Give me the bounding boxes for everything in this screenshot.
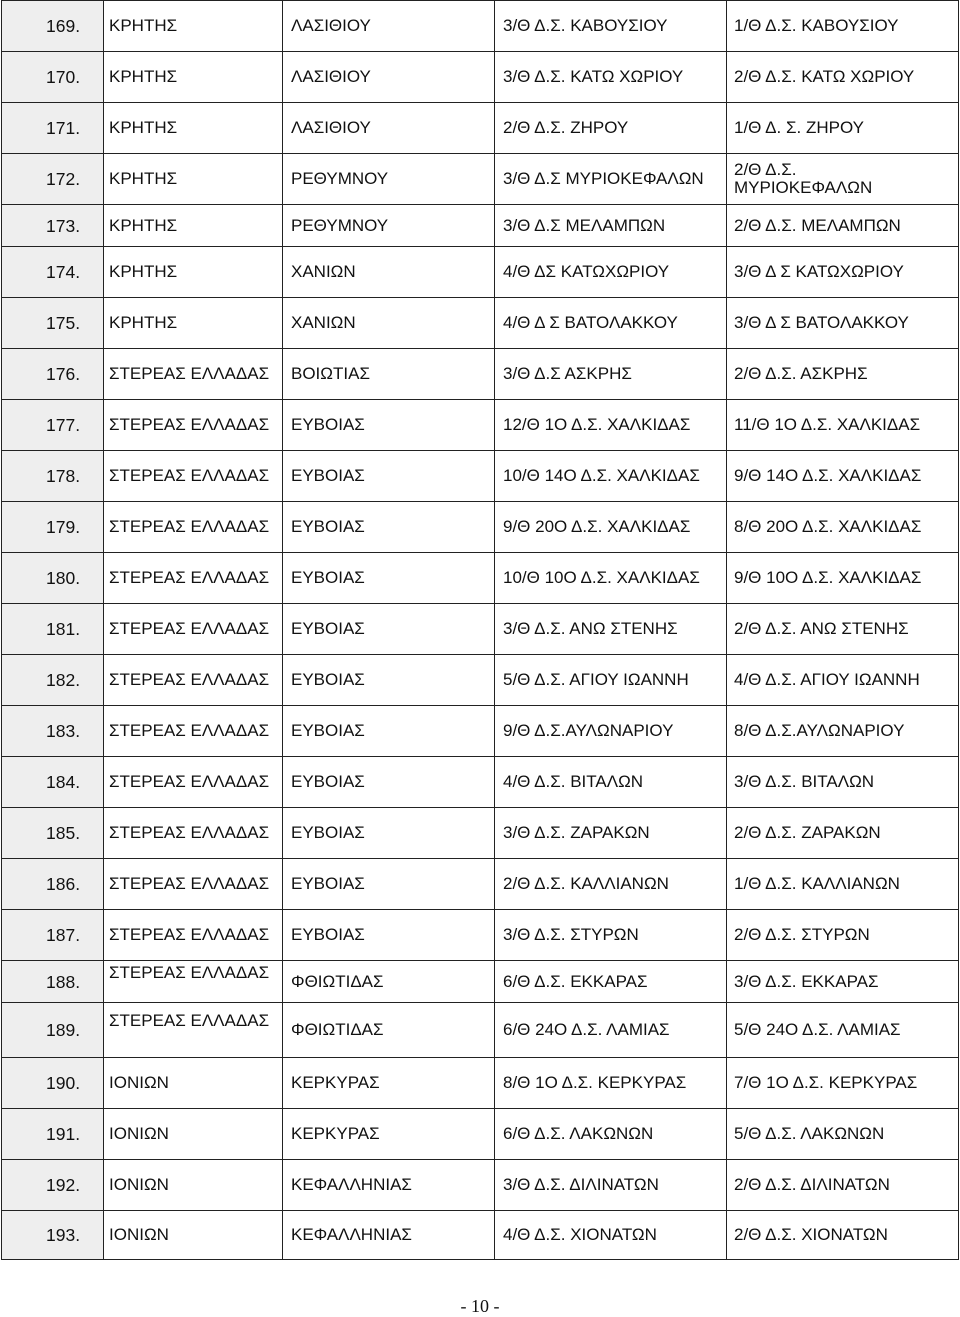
table-row [2,247,959,298]
prefecture-cell [283,757,495,808]
row-number-text: 184. [46,772,81,792]
region-cell-text: ΣΤΕΡΕΑΣ ΕΛΛΑΔΑΣ [109,364,270,383]
table-row [2,1003,959,1058]
school-b-cell-text: 2/Θ Δ.Σ. ΣΤΥΡΩΝ [734,925,870,944]
region-cell-text: ΚΡΗΤΗΣ [109,313,178,332]
school-a-cell-text: 12/Θ 1Ο Δ.Σ. ΧΑΛΚΙΔΑΣ [503,415,691,434]
table-row [2,604,959,655]
school-a-cell [495,604,727,655]
table-row [2,757,959,808]
row-number [2,961,104,1003]
table-row [2,298,959,349]
row-number [2,52,104,103]
row-number [2,1211,104,1260]
school-a-cell-text: 9/Θ 20Ο Δ.Σ. ΧΑΛΚΙΔΑΣ [503,517,691,536]
school-a-cell-text: 2/Θ Δ.Σ. ΚΑΛΛΙΑΝΩΝ [503,874,669,893]
prefecture-cell [283,52,495,103]
school-b-cell-text: 5/Θ 24Ο Δ.Σ. ΛΑΜΙΑΣ [734,1020,901,1039]
region-cell-text: ΚΡΗΤΗΣ [109,262,178,281]
row-number-text: 181. [46,619,81,639]
row-number-text: 189. [46,1020,81,1040]
school-a-cell-text: 3/Θ Δ.Σ. ΣΤΥΡΩΝ [503,925,639,944]
row-number-text: 175. [46,313,81,333]
prefecture-cell-text: ΕΥΒΟΙΑΣ [291,925,365,944]
region-cell [104,451,283,502]
row-number [2,859,104,910]
prefecture-cell [283,103,495,154]
region-cell-text: ΣΤΕΡΕΑΣ ΕΛΛΑΔΑΣ [109,1011,270,1030]
prefecture-cell-text: ΕΥΒΟΙΑΣ [291,568,365,587]
region-cell-text: ΚΡΗΤΗΣ [109,169,178,188]
school-a-cell-text: 3/Θ Δ.Σ ΜΥΡΙΟΚΕΦΑΛΩΝ [503,169,704,188]
row-number-text: 171. [46,118,81,138]
prefecture-cell [283,1211,495,1260]
school-a-cell-text: 5/Θ Δ.Σ. ΑΓΙΟΥ ΙΩΑΝΝΗ [503,670,689,689]
prefecture-cell [283,400,495,451]
prefecture-cell [283,859,495,910]
table-body [2,1,959,1260]
school-a-cell [495,298,727,349]
row-number [2,808,104,859]
school-b-cell-text: 5/Θ Δ.Σ. ΛΑΚΩΝΩΝ [734,1124,885,1143]
row-number-text: 185. [46,823,81,843]
page-number: - 10 - [460,1296,500,1316]
school-a-cell [495,154,727,205]
prefecture-cell-text: ΕΥΒΟΙΑΣ [291,670,365,689]
prefecture-cell [283,808,495,859]
row-number [2,604,104,655]
row-number-text: 191. [46,1124,81,1144]
prefecture-cell-text: ΕΥΒΟΙΑΣ [291,517,365,536]
region-cell [104,205,283,247]
row-number [2,502,104,553]
region-cell-text: ΣΤΕΡΕΑΣ ΕΛΛΑΔΑΣ [109,619,270,638]
school-b-cell [727,910,959,961]
prefecture-cell-text: ΦΘΙΩΤΙΔΑΣ [291,1020,384,1039]
school-a-cell [495,808,727,859]
school-a-cell [495,1211,727,1260]
table-row [2,910,959,961]
prefecture-cell-text: ΕΥΒΟΙΑΣ [291,619,365,638]
row-number [2,553,104,604]
school-b-cell-text: 7/Θ 1Ο Δ.Σ. ΚΕΡΚΥΡΑΣ [734,1073,918,1092]
prefecture-cell-text: ΚΕΡΚΥΡΑΣ [291,1073,380,1092]
school-a-cell [495,502,727,553]
region-cell-text: ΚΡΗΤΗΣ [109,118,178,137]
schools-table [1,0,959,1260]
region-cell-text: ΙΟΝΙΩΝ [109,1175,169,1194]
region-cell [104,757,283,808]
region-cell-text: ΣΤΕΡΕΑΣ ΕΛΛΑΔΑΣ [109,925,270,944]
table-row [2,400,959,451]
prefecture-cell [283,706,495,757]
prefecture-cell [283,1003,495,1058]
region-cell-text: ΣΤΕΡΕΑΣ ΕΛΛΑΔΑΣ [109,823,270,842]
region-cell [104,1058,283,1109]
school-b-cell [727,400,959,451]
school-b-cell [727,349,959,400]
school-a-cell-text: 6/Θ Δ.Σ. ΛΑΚΩΝΩΝ [503,1124,654,1143]
school-a-cell [495,1160,727,1211]
row-number [2,706,104,757]
school-b-cell [727,52,959,103]
school-a-cell [495,451,727,502]
row-number-text: 169. [46,16,81,36]
prefecture-cell [283,1,495,52]
row-number-text: 178. [46,466,81,486]
school-a-cell-text: 3/Θ Δ.Σ. ΔΙΛΙΝΑΤΩΝ [503,1175,659,1194]
region-cell [104,502,283,553]
region-cell-text: ΣΤΕΡΕΑΣ ΕΛΛΑΔΑΣ [109,517,270,536]
prefecture-cell-text: ΕΥΒΟΙΑΣ [291,823,365,842]
region-cell [104,604,283,655]
school-b-cell-text: 2/Θ Δ.Σ. ΑΣΚΡΗΣ [734,364,868,383]
school-b-cell [727,1160,959,1211]
region-cell-text: ΣΤΕΡΕΑΣ ΕΛΛΑΔΑΣ [109,568,270,587]
school-a-cell-text: 4/Θ Δ.Σ. ΧΙΟΝΑΤΩΝ [503,1225,657,1244]
school-b-cell-text: 8/Θ Δ.Σ.ΑΥΛΩΝΑΡΙΟΥ [734,721,905,740]
table-row [2,1160,959,1211]
region-cell-text: ΚΡΗΤΗΣ [109,215,178,235]
school-b-cell [727,604,959,655]
school-b-cell [727,859,959,910]
region-cell [104,103,283,154]
school-b-cell [727,1058,959,1109]
table-row [2,1,959,52]
region-cell [104,553,283,604]
table-row [2,1109,959,1160]
school-b-cell [727,298,959,349]
row-number [2,451,104,502]
school-a-cell [495,1003,727,1058]
school-b-cell-text: 2/Θ Δ.Σ. ΧΙΟΝΑΤΩΝ [734,1225,888,1244]
row-number [2,298,104,349]
school-a-cell-text: 4/Θ Δ.Σ. ΒΙΤΑΛΩΝ [503,772,644,791]
school-a-cell-text: 3/Θ Δ.Σ. ΖΑΡΑΚΩΝ [503,823,650,842]
school-b-cell [727,502,959,553]
school-b-cell-text: 2/Θ Δ.Σ. ΚΑΤΩ ΧΩΡΙΟΥ [734,67,915,86]
school-a-cell-text: 8/Θ 1Ο Δ.Σ. ΚΕΡΚΥΡΑΣ [503,1073,687,1092]
school-b-cell [727,1109,959,1160]
row-number-text: 193. [46,1225,81,1245]
table-row [2,502,959,553]
prefecture-cell-text: ΚΕΦΑΛΛΗΝΙΑΣ [291,1175,412,1194]
school-b-cell-text: 3/Θ Δ Σ ΚΑΤΩΧΩΡΙΟΥ [734,262,904,281]
row-number [2,910,104,961]
school-a-cell [495,1109,727,1160]
region-cell [104,154,283,205]
school-b-cell [727,205,959,247]
school-b-cell [727,553,959,604]
prefecture-cell [283,1109,495,1160]
region-cell-text: ΣΤΕΡΕΑΣ ΕΛΛΑΔΑΣ [109,415,270,434]
row-number [2,1058,104,1109]
row-number [2,154,104,205]
school-b-cell [727,706,959,757]
region-cell [104,400,283,451]
row-number [2,757,104,808]
table-row [2,1058,959,1109]
row-number-text: 170. [46,67,81,87]
region-cell [104,859,283,910]
region-cell [104,52,283,103]
region-cell [104,655,283,706]
prefecture-cell-text: ΒΟΙΩΤΙΑΣ [291,364,370,383]
school-b-cell-line2: ΜΥΡΙΟΚΕΦΑΛΩΝ [734,178,873,197]
school-a-cell-text: 3/Θ Δ.Σ. ΑΝΩ ΣΤΕΝΗΣ [503,619,678,638]
prefecture-cell-text: ΡΕΘΥΜΝΟΥ [291,169,389,188]
school-a-cell-text: 3/Θ Δ.Σ. ΚΑΒΟΥΣΙΟΥ [503,16,668,35]
school-b-cell [727,247,959,298]
region-cell-text: ΣΤΕΡΕΑΣ ΕΛΛΑΔΑΣ [109,466,270,485]
school-b-cell [727,757,959,808]
row-number [2,205,104,247]
row-number-text: 173. [46,215,81,236]
school-b-cell-text: 1/Θ Δ.Σ. ΚΑΛΛΙΑΝΩΝ [734,874,900,893]
school-a-cell-text: 3/Θ Δ.Σ ΜΕΛΑΜΠΩΝ [503,215,666,235]
prefecture-cell-text: ΧΑΝΙΩΝ [291,313,356,332]
row-number-text: 176. [46,364,81,384]
prefecture-cell-text: ΧΑΝΙΩΝ [291,262,356,281]
prefecture-cell [283,502,495,553]
region-cell-text: ΣΤΕΡΕΑΣ ΕΛΛΑΔΑΣ [109,962,270,982]
school-b-cell-text: 1/Θ Δ.Σ. ΚΑΒΟΥΣΙΟΥ [734,16,899,35]
school-a-cell [495,349,727,400]
prefecture-cell [283,247,495,298]
school-b-cell [727,1211,959,1260]
school-a-cell-text: 3/Θ Δ.Σ. ΚΑΤΩ ΧΩΡΙΟΥ [503,67,684,86]
region-cell [104,349,283,400]
school-a-cell-text: 6/Θ Δ.Σ. ΕΚΚΑΡΑΣ [503,971,648,991]
row-number-text: 179. [46,517,81,537]
row-number-text: 188. [46,971,81,992]
school-a-cell [495,655,727,706]
school-a-cell [495,859,727,910]
school-b-cell-text: 2/Θ Δ.Σ. ΑΝΩ ΣΤΕΝΗΣ [734,619,909,638]
row-number-text: 186. [46,874,81,894]
region-cell [104,247,283,298]
region-cell [104,1211,283,1260]
row-number-text: 177. [46,415,81,435]
school-a-cell [495,400,727,451]
table-row [2,1211,959,1260]
prefecture-cell [283,205,495,247]
row-number-text: 190. [46,1073,81,1093]
row-number-text: 192. [46,1175,81,1195]
row-number [2,103,104,154]
school-b-cell-text: 2/Θ Δ.Σ. [734,160,797,179]
prefecture-cell-text: ΛΑΣΙΘΙΟΥ [291,67,371,86]
prefecture-cell-text: ΛΑΣΙΘΙΟΥ [291,16,371,35]
row-number [2,247,104,298]
region-cell-text: ΣΤΕΡΕΑΣ ΕΛΛΑΔΑΣ [109,874,270,893]
school-b-cell-text: 8/Θ 20Ο Δ.Σ. ΧΑΛΚΙΔΑΣ [734,517,922,536]
row-number-text: 180. [46,568,81,588]
row-number [2,1109,104,1160]
school-a-cell-text: 9/Θ Δ.Σ.ΑΥΛΩΝΑΡΙΟΥ [503,721,674,740]
region-cell-text: ΚΡΗΤΗΣ [109,16,178,35]
school-b-cell-text: 1/Θ Δ. Σ. ΖΗΡΟΥ [734,118,864,137]
school-b-cell [727,1,959,52]
prefecture-cell-text: ΕΥΒΟΙΑΣ [291,415,365,434]
row-number [2,400,104,451]
prefecture-cell [283,910,495,961]
school-a-cell [495,247,727,298]
prefecture-cell-text: ΚΕΦΑΛΛΗΝΙΑΣ [291,1225,412,1244]
table-row [2,349,959,400]
row-number-text: 174. [46,262,81,282]
prefecture-cell-text: ΛΑΣΙΘΙΟΥ [291,118,371,137]
school-b-cell-text: 3/Θ Δ Σ ΒΑΤΟΛΑΚΚΟΥ [734,313,909,332]
school-b-cell-text: 3/Θ Δ.Σ. ΒΙΤΑΛΩΝ [734,772,875,791]
prefecture-cell-text: ΕΥΒΟΙΑΣ [291,466,365,485]
school-b-cell [727,154,959,205]
prefecture-cell [283,553,495,604]
school-b-cell-text: 9/Θ 10Ο Δ.Σ. ΧΑΛΚΙΔΑΣ [734,568,922,587]
row-number-text: 187. [46,925,81,945]
table-row [2,706,959,757]
school-b-cell-text: 2/Θ Δ.Σ. ΜΕΛΑΜΠΩΝ [734,215,901,235]
table-row [2,961,959,1003]
school-a-cell [495,205,727,247]
row-number-text: 172. [46,169,81,189]
school-b-cell-text: 3/Θ Δ.Σ. ΕΚΚΑΡΑΣ [734,971,879,991]
prefecture-cell [283,961,495,1003]
school-b-cell [727,808,959,859]
school-a-cell-text: 2/Θ Δ.Σ. ΖΗΡΟΥ [503,118,629,137]
row-number [2,655,104,706]
region-cell-text: ΙΟΝΙΩΝ [109,1124,169,1143]
table-row [2,808,959,859]
prefecture-cell-text: ΕΥΒΟΙΑΣ [291,721,365,740]
region-cell-text: ΚΡΗΤΗΣ [109,67,178,86]
region-cell-text: ΣΤΕΡΕΑΣ ΕΛΛΑΔΑΣ [109,772,270,791]
row-number-text: 182. [46,670,81,690]
school-a-cell [495,52,727,103]
school-b-cell-text: 4/Θ Δ.Σ. ΑΓΙΟΥ ΙΩΑΝΝΗ [734,670,920,689]
region-cell-text: ΣΤΕΡΕΑΣ ΕΛΛΑΔΑΣ [109,670,270,689]
region-cell [104,706,283,757]
school-b-cell [727,655,959,706]
region-cell-text: ΙΟΝΙΩΝ [109,1225,169,1244]
school-a-cell [495,1,727,52]
school-a-cell [495,961,727,1003]
row-number [2,1003,104,1058]
school-a-cell-text: 4/Θ Δ Σ ΒΑΤΟΛΑΚΚΟΥ [503,313,678,332]
region-cell [104,1,283,52]
row-number [2,349,104,400]
school-a-cell-text: 6/Θ 24Ο Δ.Σ. ΛΑΜΙΑΣ [503,1020,670,1039]
prefecture-cell [283,349,495,400]
school-b-cell [727,961,959,1003]
prefecture-cell-text: ΕΥΒΟΙΑΣ [291,772,365,791]
prefecture-cell-text: ΡΕΘΥΜΝΟΥ [291,215,389,235]
school-a-cell-text: 4/Θ ΔΣ ΚΑΤΩΧΩΡΙΟΥ [503,262,670,281]
school-a-cell [495,706,727,757]
prefecture-cell-text: ΦΘΙΩΤΙΔΑΣ [291,971,384,991]
school-a-cell-text: 3/Θ Δ.Σ ΑΣΚΡΗΣ [503,364,632,383]
prefecture-cell [283,298,495,349]
school-a-cell [495,553,727,604]
school-a-cell [495,103,727,154]
school-b-cell [727,103,959,154]
region-cell [104,808,283,859]
prefecture-cell-text: ΚΕΡΚΥΡΑΣ [291,1124,380,1143]
school-a-cell-text: 10/Θ 14Ο Δ.Σ. ΧΑΛΚΙΔΑΣ [503,466,700,485]
prefecture-cell [283,1058,495,1109]
row-number [2,1,104,52]
school-b-cell [727,451,959,502]
region-cell [104,910,283,961]
prefecture-cell [283,1160,495,1211]
school-a-cell [495,910,727,961]
row-number [2,1160,104,1211]
prefecture-cell [283,451,495,502]
table-row [2,553,959,604]
table-row [2,52,959,103]
school-b-cell-text: 11/Θ 1Ο Δ.Σ. ΧΑΛΚΙΔΑΣ [734,415,921,434]
prefecture-cell [283,154,495,205]
prefecture-cell [283,655,495,706]
school-b-cell [727,1003,959,1058]
table-row [2,859,959,910]
table-row [2,103,959,154]
region-cell-text: ΣΤΕΡΕΑΣ ΕΛΛΑΔΑΣ [109,721,270,740]
region-cell-text: ΙΟΝΙΩΝ [109,1073,169,1092]
school-b-cell-text: 2/Θ Δ.Σ. ΔΙΛΙΝΑΤΩΝ [734,1175,890,1194]
school-a-cell [495,1058,727,1109]
table-row [2,154,959,205]
prefecture-cell [283,604,495,655]
row-number-text: 183. [46,721,81,741]
table-row [2,655,959,706]
school-b-cell-text: 2/Θ Δ.Σ. ΖΑΡΑΚΩΝ [734,823,881,842]
school-a-cell [495,757,727,808]
school-b-cell-text: 9/Θ 14Ο Δ.Σ. ΧΑΛΚΙΔΑΣ [734,466,922,485]
table-row [2,451,959,502]
region-cell [104,298,283,349]
table-row [2,205,959,247]
school-a-cell-text: 10/Θ 10Ο Δ.Σ. ΧΑΛΚΙΔΑΣ [503,568,700,587]
region-cell [104,1003,283,1058]
region-cell [104,1109,283,1160]
region-cell [104,961,283,1003]
prefecture-cell-text: ΕΥΒΟΙΑΣ [291,874,365,893]
region-cell [104,1160,283,1211]
